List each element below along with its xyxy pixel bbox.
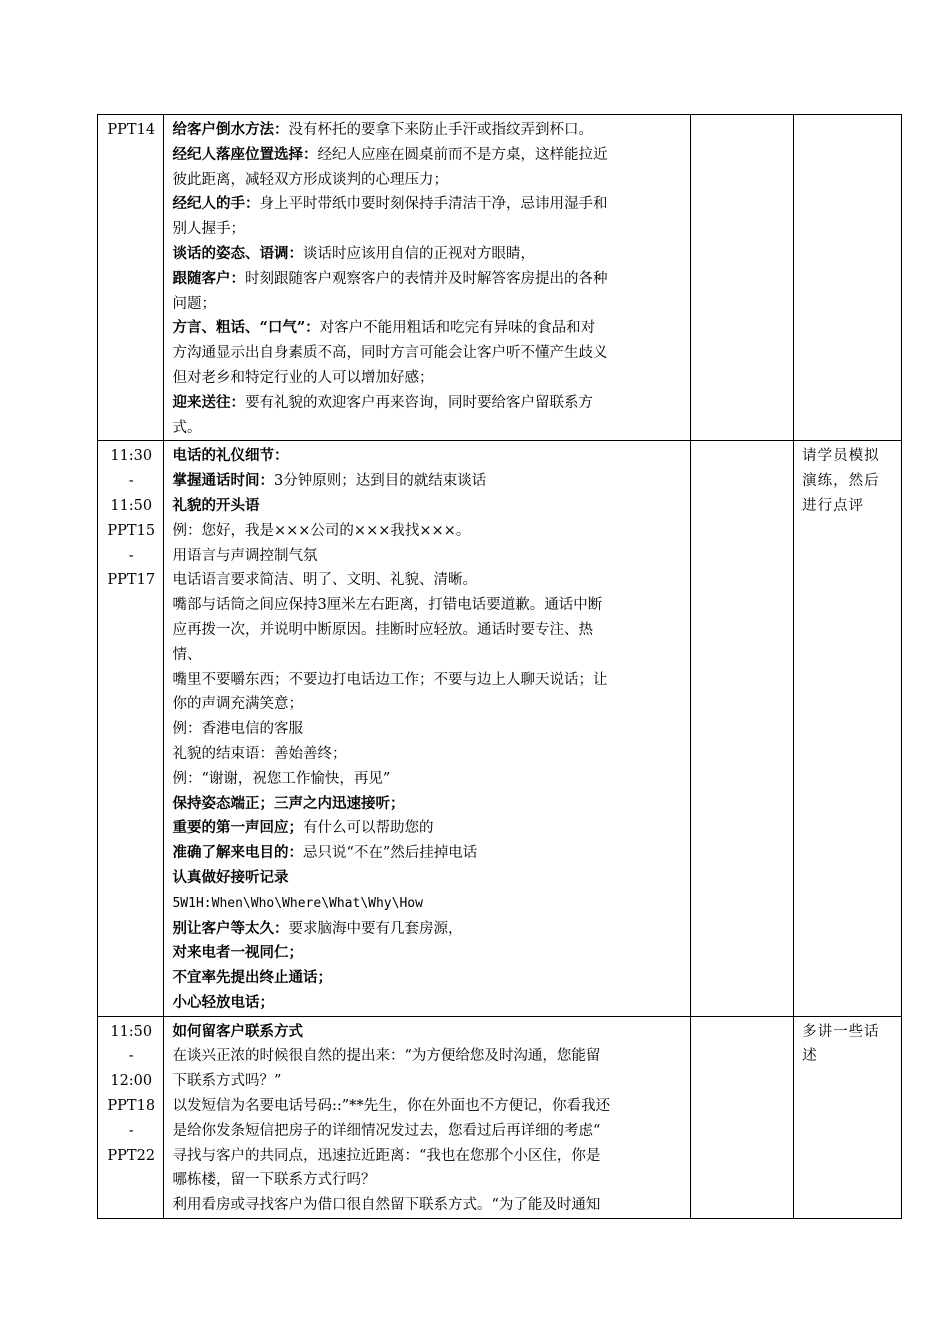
content-line — [172, 692, 683, 717]
time-line: - — [128, 1048, 134, 1065]
note-cell — [794, 115, 902, 441]
time-line: PPT14 — [107, 122, 156, 138]
body-text: 例：“谢谢，祝您工作愉快，再见” — [172, 770, 391, 787]
body-text: 利用看房或寻找客户为借口很自然留下联系方式。“为了能及时通知 — [172, 1197, 601, 1214]
time-line: PPT22 — [107, 1147, 156, 1164]
body-text: 你的声调充满笑意； — [172, 696, 303, 713]
table-row — [98, 441, 902, 1016]
bold-heading: 礼貌的开头语 — [172, 496, 260, 514]
content-line — [172, 1044, 683, 1069]
body-text: 问题； — [172, 295, 216, 312]
content-line — [172, 1168, 683, 1193]
bold-heading: 如何留客户联系方式 — [172, 1022, 303, 1040]
note-line: 演练，然后 — [802, 473, 880, 490]
bold-heading: 认真做好接听记录 — [172, 868, 289, 886]
body-text: 但对老乡和特定行业的人可以增加好感； — [172, 369, 434, 386]
content-line — [172, 1020, 683, 1045]
content-line — [172, 767, 683, 792]
content-line — [172, 643, 683, 668]
content-line — [172, 668, 683, 693]
body-text: 例：您好，我是×××公司的×××我找×××。 — [172, 522, 471, 539]
content-line — [172, 391, 683, 416]
body-text: 没有杯托的要拿下来防止手汗或指纹弄到杯口。 — [288, 122, 593, 138]
content-line — [172, 544, 683, 569]
time-line: - — [128, 473, 134, 490]
content-line — [172, 792, 683, 817]
body-text: 在谈兴正浓的时候很自然的提出来：“为方便给您及时沟通，您能留 — [172, 1048, 601, 1065]
bold-heading: 不宜率先提出终止通话； — [172, 969, 332, 987]
note-line: 请学员模拟 — [802, 448, 880, 465]
content-line — [172, 618, 683, 643]
note-line: 多讲一些话 — [802, 1023, 880, 1040]
body-text: 时刻跟随客户观察客户的表情并及时解答客房提出的各种 — [244, 270, 608, 287]
body-text: 忌只说“不在”然后挂掉电话 — [302, 845, 478, 862]
bold-heading: 保持姿态端正；三声之内迅速接听； — [172, 794, 405, 812]
body-text: 要求脑海中要有几套房源， — [288, 920, 463, 937]
content-line — [172, 143, 683, 168]
content-line — [172, 1069, 683, 1094]
time-line: - — [128, 1122, 134, 1139]
time-line: 12:00 — [110, 1073, 153, 1090]
content-line — [172, 242, 683, 267]
body-text: 别人握手； — [172, 221, 245, 238]
note-line: 述 — [802, 1048, 818, 1065]
body-text: 哪栋楼，留一下联系方式行吗？ — [172, 1172, 376, 1189]
body-text: 有什么可以帮助您的 — [302, 820, 434, 837]
content-line — [172, 742, 683, 767]
content-line — [172, 444, 683, 469]
bold-heading: 给客户倒水方法： — [172, 121, 289, 138]
content-line — [172, 341, 683, 366]
content-line — [172, 717, 683, 742]
bold-heading: 谈话的姿态、语调： — [172, 244, 303, 262]
body-text: 情、 — [172, 646, 202, 663]
table-row — [98, 1016, 902, 1218]
time-line: PPT17 — [107, 572, 156, 589]
content-line — [172, 1144, 683, 1169]
content-cell — [164, 441, 691, 1016]
content-cell — [164, 1016, 691, 1218]
body-text: 3分钟原则；达到目的就结束谈话 — [273, 473, 487, 490]
content-line — [172, 192, 683, 217]
content-line — [172, 866, 683, 891]
empty-cell — [691, 1016, 794, 1218]
content-line — [172, 469, 683, 494]
bold-heading: 经纪人落座位置选择： — [172, 145, 318, 163]
body-text: 嘴里不要嚼东西；不要边打电话边工作；不要与边上人聊天说话；让 — [172, 671, 608, 688]
time-line: PPT18 — [107, 1098, 156, 1115]
body-text: 用语言与声调控制气氛 — [172, 547, 318, 564]
time-cell — [98, 441, 164, 1016]
content-line — [172, 841, 683, 866]
note-cell — [794, 1016, 902, 1218]
content-line — [172, 966, 683, 991]
body-text: 式。 — [172, 419, 202, 436]
bold-heading: 迎来送往： — [172, 393, 245, 411]
body-text: 下联系方式吗？” — [172, 1073, 282, 1090]
content-line — [172, 891, 683, 917]
bold-heading: 电话的礼仪细节： — [172, 447, 289, 465]
body-text: 5W1H:When\Who\Where\What\Why\How — [172, 895, 423, 911]
bold-heading: 掌握通话时间： — [172, 472, 274, 490]
content-line — [172, 519, 683, 544]
table-row — [98, 115, 902, 441]
content-line — [172, 991, 683, 1016]
content-line — [172, 593, 683, 618]
body-text: 应再拨一次，并说明中断原因。挂断时应轻放。通话时要专注、热 — [172, 621, 593, 638]
time-line: - — [128, 547, 134, 564]
content-line — [172, 292, 683, 317]
time-cell — [98, 1016, 164, 1218]
body-text: 寻找与客户的共同点，迅速拉近距离：“我也在您那个小区住，你是 — [172, 1147, 601, 1164]
time-line: PPT15 — [107, 522, 156, 539]
note-cell — [794, 441, 902, 1016]
content-line — [172, 917, 683, 942]
content-line — [172, 416, 683, 441]
content-cell — [164, 115, 691, 441]
bold-heading: 准确了解来电目的： — [172, 844, 303, 862]
time-line: 11:50 — [110, 497, 153, 514]
bold-heading: 跟随客户： — [172, 269, 245, 287]
bold-heading: 对来电者一视同仁； — [172, 944, 303, 962]
body-text: 对客户不能用粗话和吃完有异味的食品和对 — [319, 320, 596, 337]
body-text: 经纪人应座在圆桌前而不是方桌，这样能拉近 — [317, 146, 608, 163]
body-text: 身上平时带纸巾要时刻保持手清洁干净，忌讳用湿手和 — [259, 196, 608, 213]
content-line — [172, 494, 683, 519]
content-line — [172, 1119, 683, 1144]
note-line: 进行点评 — [802, 497, 865, 514]
content-line — [172, 267, 683, 292]
body-text: 礼貌的结束语：善始善终； — [172, 745, 347, 762]
body-text: 谈话时应该用自信的正视对方眼睛， — [302, 245, 535, 262]
body-text: 彼此距离，减轻双方形成谈判的心理压力； — [172, 171, 448, 188]
bold-heading: 方言、粗话、“口气”： — [172, 319, 320, 337]
body-text: 例：香港电信的客服 — [172, 721, 303, 738]
body-text: 是给你发条短信把房子的详细情况发过去，您看过后再详细的考虑“ — [172, 1122, 601, 1139]
bold-heading: 经纪人的手： — [172, 195, 260, 213]
body-text: 方沟通显示出自身素质不高，同时方言可能会让客户听不懂产生歧义 — [172, 345, 608, 362]
empty-cell — [691, 441, 794, 1016]
content-line — [172, 366, 683, 391]
body-text: 要有礼貌的欢迎客户再来咨询，同时要给客户留联系方 — [244, 394, 593, 411]
empty-cell — [691, 115, 794, 441]
content-line — [172, 1193, 683, 1218]
content-line — [172, 816, 683, 841]
bold-heading: 小心轻放电话； — [172, 993, 274, 1011]
content-line — [172, 118, 683, 143]
content-line — [172, 1094, 683, 1119]
body-text: 嘴部与话筒之间应保持3厘米左右距离，打错电话要道歉。通话中断 — [172, 597, 603, 614]
time-line: 11:50 — [110, 1023, 153, 1040]
time-cell — [98, 115, 164, 441]
content-line — [172, 168, 683, 193]
content-line — [172, 941, 683, 966]
body-text: 电话语言要求简洁、明了、文明、礼貌、清晰。 — [172, 572, 477, 589]
content-line — [172, 217, 683, 242]
content-line — [172, 568, 683, 593]
bold-heading: 别让客户等太久： — [172, 919, 289, 937]
body-text: 以发短信为名要电话号码::”**先生，你在外面也不方便记，你看我还 — [172, 1098, 611, 1115]
training-schedule-table — [97, 114, 902, 1219]
bold-heading: 重要的第一声回应； — [172, 819, 303, 837]
content-line — [172, 316, 683, 341]
time-line: 11:30 — [110, 448, 153, 465]
